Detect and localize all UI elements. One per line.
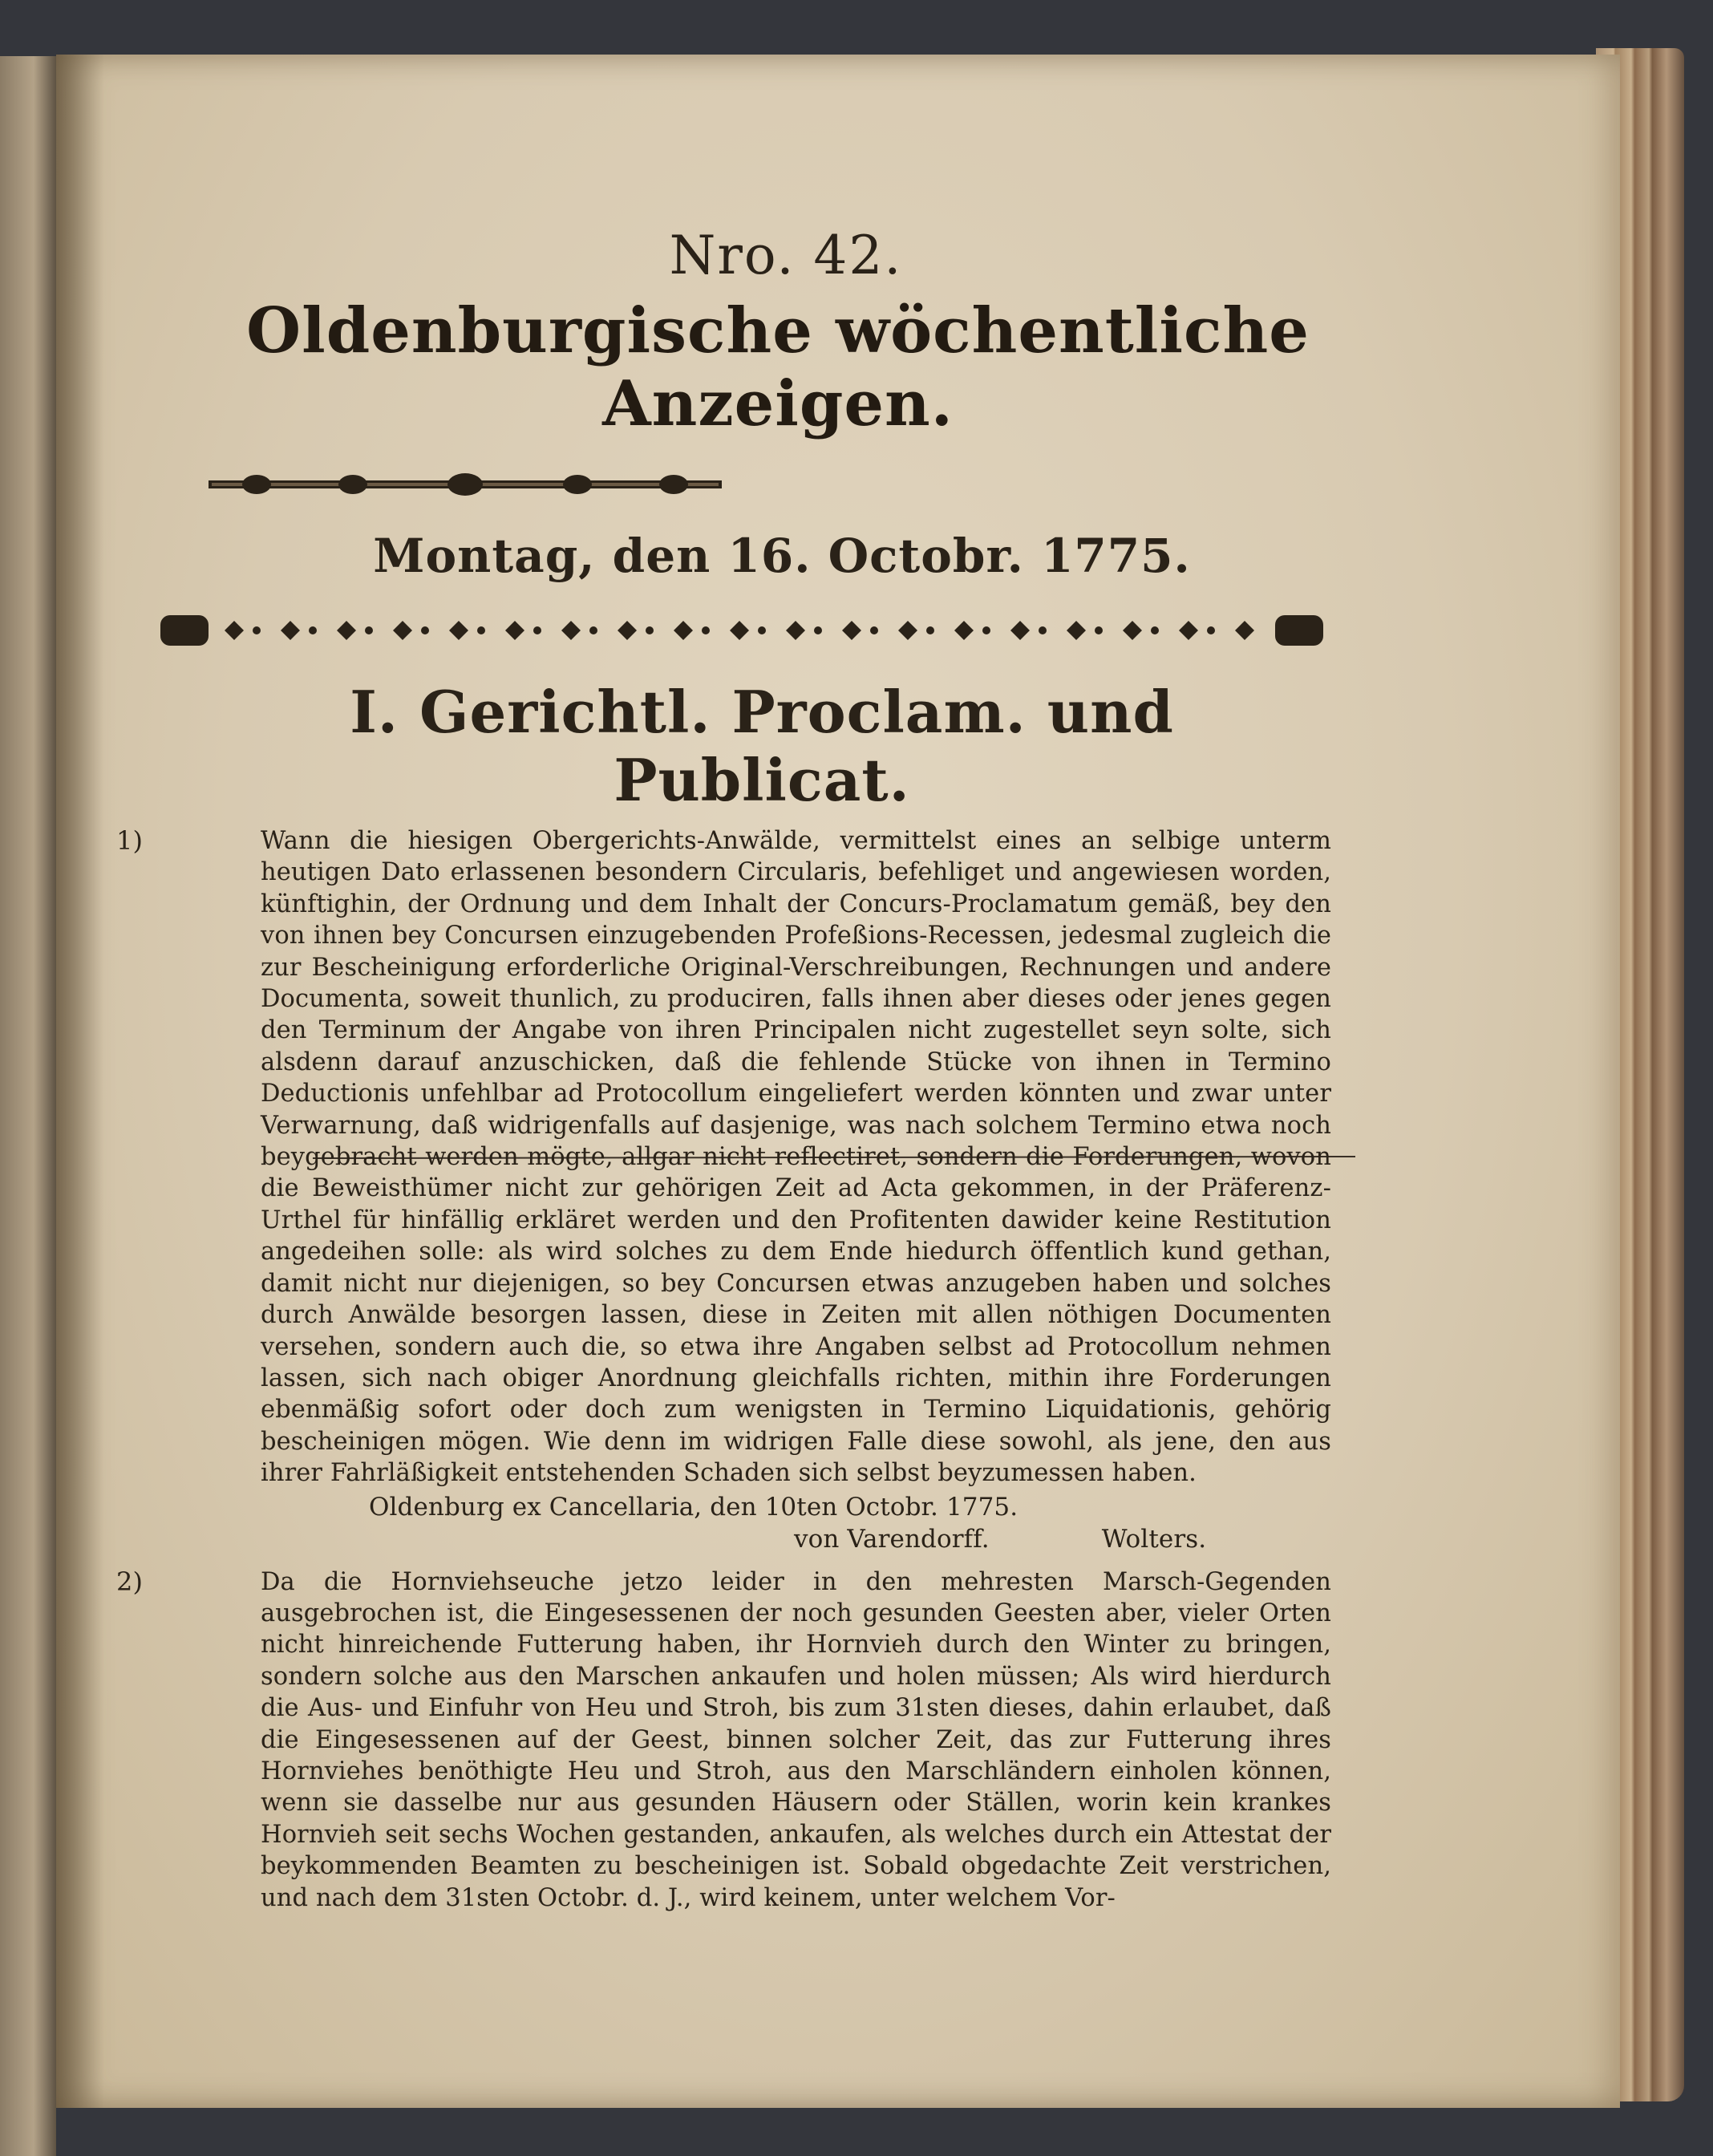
entry-dateline: Oldenburg ex Cancellaria, den 10ten Octobr. 1775. (369, 1492, 1018, 1522)
notice-entry-1 (116, 825, 1331, 1555)
gutter-shadow (56, 55, 104, 2108)
notice-entry-2 (116, 1566, 1331, 1914)
entry-signatures (176, 1523, 1331, 1555)
entry-number: 2) (116, 1566, 144, 1597)
page-content (116, 225, 1331, 1914)
signature-right: Wolters. (1101, 1524, 1207, 1554)
issue-date: Montag, den 16. Octobr. 1775. (373, 529, 1191, 583)
issue-number: Nro. 42. (669, 225, 903, 286)
entry-number: 1) (116, 825, 144, 856)
entry-text: Da die Hornviehseuche jetzo leider in den mehresten Marsch-Gegenden ausgebrochen ist, die Eingesessenen der noch gesunden Geesten aber, vieler Orten nicht hinreichende Futterung haben, ihr Hornvieh durch den Winter zu bringen, sondern solche aus den Marschen ankaufen und holen müssen; Als wird hierdurch die Aus- und Einfuhr von Heu und Stroh, bis zum 31sten dieses, dahin erlaubet, daß die Eingesessenen auf der Geest, binnen solcher Zeit, das zur Futterung ihres Hornviehes benöthigte Heu und Stroh, aus den Marschländern einholen können, wenn sie dasselbe nur aus gesunden Häusern oder Ställen, worin kein krankes Hornvieh seit sechs Wochen gestanden, ankaufen, als welches durch ein Attestat der beykommenden Beamten zu bescheinigen ist. Sobald obgedachte Zeit verstrichen, und nach dem 31sten Octobr. d. J., wird keinem, unter welchem Vor- (261, 1567, 1331, 1912)
section-heading: I. Gerichtl. Proclam. und Publicat. (350, 678, 1174, 814)
signature-left: von Varendorff. (794, 1524, 990, 1554)
ornamental-rule (209, 472, 722, 496)
facing-page-edge (0, 56, 56, 2156)
newspaper-title: Oldenburgische wöchentliche Anzeigen. (246, 294, 1310, 440)
ornamental-vignette (160, 610, 1323, 650)
entry-text: Wann die hiesigen Obergerichts-Anwälde, vermittelst eines an selbige unterm heutigen Dato erlassenen besondern Circularis, befehliget und angewiesen worden, künftighin, der Ordnung und dem Inhalt der Concurs-Proclamatum gemäß, bey den von ihnen bey Concursen einzugebenden Profeßions-Recessen, jedesmal zugleich die zur Bescheinigung erforderliche Original-Verschreibungen, Rechnungen und andere Documenta, soweit thunlich, zu produciren, falls ihnen aber dieses oder jenes gegen den Terminum der Angabe von ihren Principalen nicht zugestellet seyn solte, sich alsdenn darauf anzuschicken, daß die fehlende Stücke von ihnen in Termino Deductionis unfehlbar ad Protocollum eingeliefert werden könnten und zwar unter Verwarnung, daß widrigenfalls auf dasjenige, was nach solchem Termino etwa noch beygebracht werden mögte, allgar nicht reflectiret, sondern die Forderungen, wovon die Beweisthümer nicht zur gehörigen Zeit ad Acta gekommen, in der Präferenz-Urthel für hinfällig erkläret werden und den Profitenten dawider keine Restitution angedeihen solle: als wird solches zu dem Ende hiedurch öffentlich kund gethan, damit nicht nur diejenigen, so bey Concursen etwas anzugeben haben und solches durch Anwälde besorgen lassen, diese in Zeiten mit allen nöthigen Documenten versehen, sondern auch die, so etwa ihre Angaben selbst ad Protocollum nehmen lassen, sich nach obiger Anordnung gleichfalls richten, mithin ihre Forderungen ebenmäßig sofort oder doch zum wenigsten in Termino Liquidationis, gehörig bescheinigen mögen. Wie denn im widrigen Falle diese sowohl, als jene, den aus ihrer Fahrläßigkeit entstehenden Schaden sich selbst beyzumessen haben. (261, 827, 1331, 1488)
